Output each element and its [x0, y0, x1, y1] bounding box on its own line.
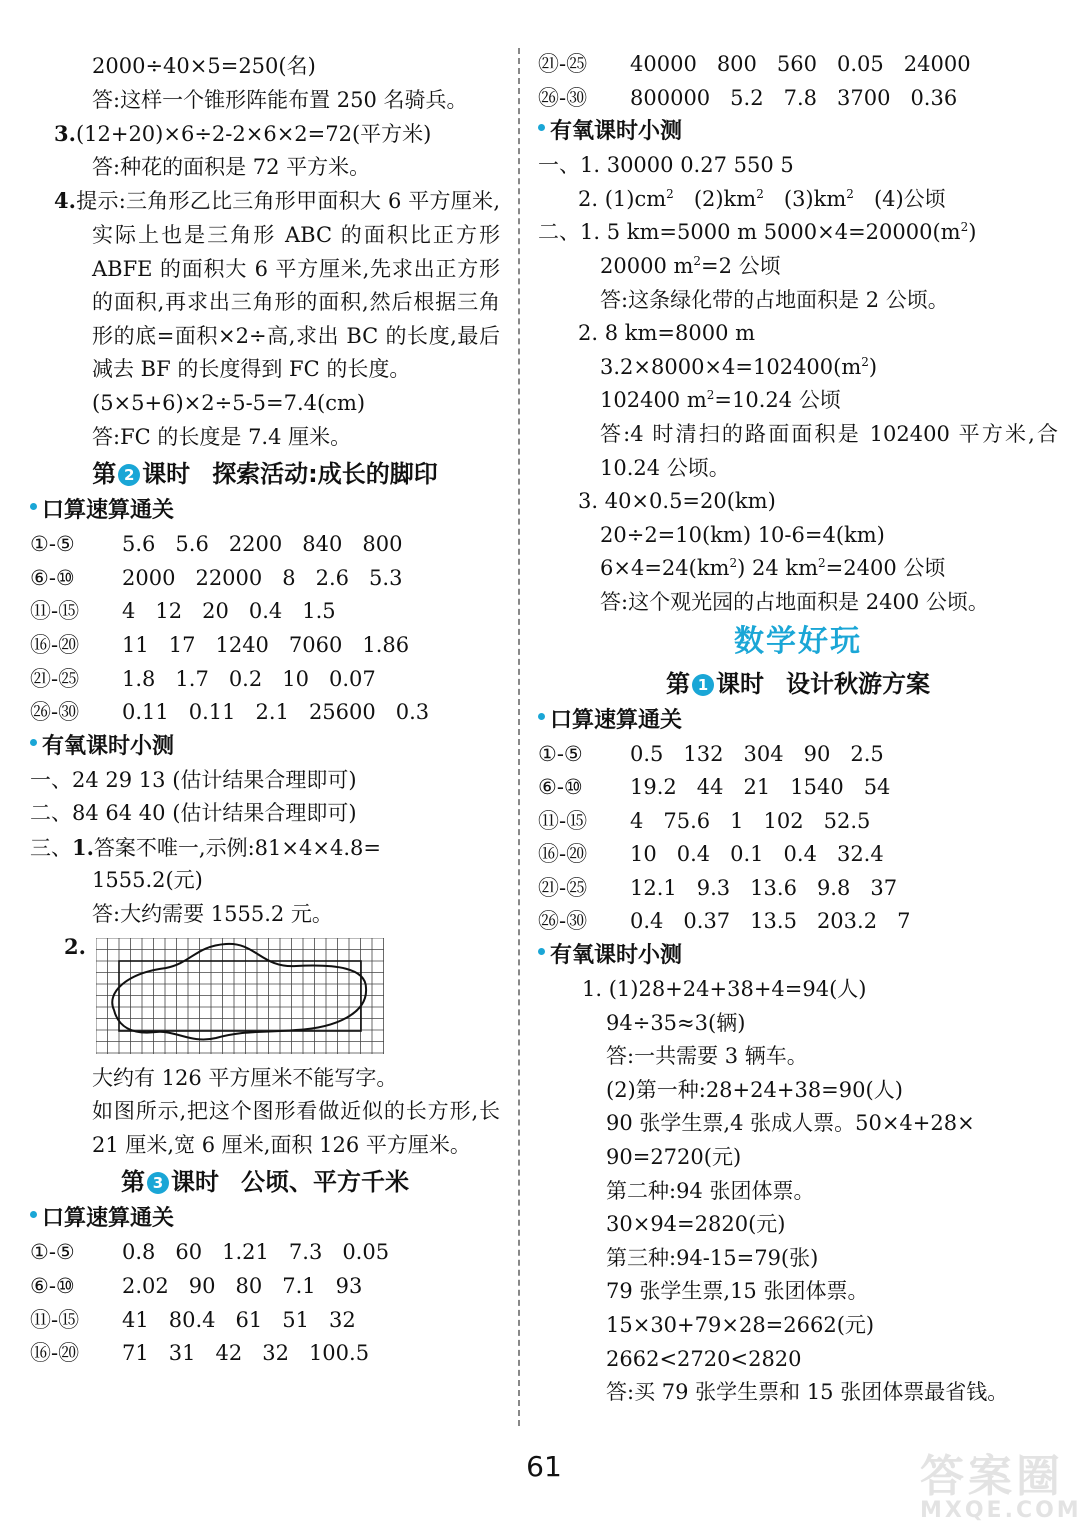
- text-line: 30×94=2820(元): [606, 1212, 786, 1237]
- answer-row: [30, 1270, 500, 1304]
- answer-value: 12: [155, 599, 183, 624]
- text-line: 二、84 64 40 (估计结果合理即可): [30, 801, 357, 826]
- answer-value: 0.4: [630, 909, 664, 934]
- section-heading: 口算速算通关: [30, 1202, 500, 1236]
- answer-value: 9.3: [696, 875, 731, 900]
- bullet-dot-icon: [538, 948, 545, 955]
- answer-row: [30, 1337, 500, 1371]
- answer-value: 1240: [215, 632, 269, 657]
- answer-value: 1.5: [302, 599, 336, 624]
- grid-diagram: [96, 938, 386, 1058]
- watermark-logo: 答案圈 MXQE.COM: [920, 1451, 1082, 1523]
- text-line: $3.2\times 8000\times 4=102400(m^2)$: [600, 354, 878, 379]
- text-line: 2000÷40×5=250(名): [92, 54, 316, 78]
- answer-row: [538, 805, 1058, 839]
- equation: (12+20)×6÷2-2×6×2=72(平方米): [75, 122, 432, 147]
- answer-value: 1: [730, 808, 744, 833]
- text-line: 15×30+79×28=2662(元): [606, 1313, 875, 1337]
- answer-value: 10: [282, 666, 309, 691]
- question-4: [30, 184, 500, 387]
- answer-value: 100.5: [308, 1341, 370, 1366]
- answer-value: 4: [122, 599, 136, 624]
- answer-value: 22000: [195, 565, 263, 590]
- range-label: ⑯-⑳: [538, 842, 588, 867]
- lesson-prefix: 第: [121, 1168, 145, 1197]
- answer-value: 17: [168, 632, 196, 657]
- answer-value: 11: [122, 632, 149, 657]
- text-line: 一、24 29 13 (估计结果合理即可): [30, 767, 357, 792]
- range-label: ⑪-⑮: [538, 808, 588, 833]
- text-line: 1555.2(元): [92, 868, 203, 893]
- range-label: ㉑-㉕: [538, 52, 588, 76]
- answer-value: 1.7: [175, 666, 209, 691]
- range-label: ㉖-㉚: [30, 700, 80, 725]
- text-line: 答:这样一个锥形阵能布置 250 名骑兵。: [92, 87, 468, 112]
- answer-value: 32: [262, 1341, 289, 1366]
- text-line: $6\times 4=24(km^2)$ 24 $km^2=2400$ 公顷: [600, 556, 946, 581]
- answer-value: 800: [362, 532, 403, 557]
- mental-math-answers: [30, 1236, 500, 1370]
- section-heading: 有氧课时小测: [538, 939, 1058, 973]
- right-column: [538, 48, 1058, 1410]
- irregular-shape: [112, 944, 366, 1040]
- section-heading: 口算速算通关: [30, 494, 500, 528]
- answer-value: 0.1: [730, 842, 764, 867]
- answer-value: 0.07: [328, 666, 376, 691]
- range-label: ①-⑤: [30, 1240, 75, 1265]
- answer-row: [538, 838, 1058, 872]
- answer-value: 12.1: [630, 875, 677, 900]
- section-heading: 有氧课时小测: [538, 115, 1058, 149]
- answer-value: 13.5: [750, 909, 797, 934]
- text-line: 1. (1)28+24+38+4=94(人): [582, 977, 867, 1002]
- bullet-dot-icon: [538, 713, 545, 720]
- answer-row: [30, 1236, 500, 1270]
- section-heading: 口算速算通关: [538, 704, 1058, 738]
- text-line: 20÷2=10(km) 10-6=4(km): [600, 522, 885, 547]
- answer-value: 0.11: [122, 700, 169, 725]
- answer-value: 7.3: [288, 1240, 323, 1265]
- answer-value: 0.8: [122, 1240, 156, 1265]
- answer-row: [538, 82, 1058, 116]
- bullet-dot-icon: [30, 739, 37, 746]
- text-line: 答:一共需要 3 辆车。: [606, 1044, 808, 1069]
- text-line: 94÷35≈3(辆): [606, 1010, 746, 1035]
- lesson-title: 探索活动:成长的脚印: [212, 460, 438, 489]
- range-label: ⑥-⑩: [538, 775, 583, 800]
- lesson-title: 公顷、平方千米: [241, 1168, 409, 1197]
- question-number: 4.: [54, 188, 76, 214]
- answer-value: 32.4: [836, 842, 884, 867]
- unit-banner: 数学好玩: [734, 623, 862, 659]
- answer-row: [538, 738, 1058, 772]
- column-divider: [518, 48, 520, 1426]
- answer-value: 2.1: [255, 700, 289, 725]
- answer-value: 1540: [790, 775, 844, 800]
- answer-row: [30, 663, 500, 697]
- answer-value: 0.3: [395, 700, 430, 725]
- text-line: 102400 $m^2=10.24$ 公顷: [600, 388, 841, 413]
- answer-value: 19.2: [630, 775, 677, 800]
- answer-row: [538, 48, 1058, 82]
- answer-value: 42: [215, 1341, 243, 1366]
- lesson-number-badge: 3: [147, 1172, 169, 1194]
- answer-value: 31: [168, 1341, 196, 1366]
- answer-value: 5.6: [122, 532, 156, 557]
- answer-value: 61: [235, 1307, 263, 1332]
- answer-line: 答:这个观光园的占地面积是 2400 公顷。: [600, 589, 989, 614]
- answer-row: [30, 528, 500, 562]
- text-line: 2662<2720<2820: [606, 1346, 802, 1371]
- answer-value: 2000: [122, 565, 176, 590]
- range-label: ⑥-⑩: [30, 565, 75, 590]
- answer-value: 5.2: [730, 85, 764, 110]
- bullet-dot-icon: [538, 124, 545, 131]
- answer-value: 44: [696, 775, 724, 800]
- quiz-answers: [538, 973, 1058, 1410]
- question-number: 3.: [54, 121, 76, 147]
- answer-value: 90: [803, 741, 831, 766]
- answer-line: 答:4 时清扫的路面面积是 102400 平方米,合 10.24 公顷。: [600, 421, 1058, 480]
- answer-value: 40000: [630, 52, 697, 76]
- text-line: (2)第一种:28+24+38=90(人): [606, 1077, 903, 1102]
- answer-value: 7.8: [783, 85, 817, 110]
- answer-value: 37: [870, 875, 898, 900]
- text-line: 20000 $m^2=2$ 公顷: [600, 253, 781, 278]
- bullet-dot-icon: [30, 503, 37, 510]
- answer-value: 60: [175, 1240, 203, 1265]
- range-label: ⑥-⑩: [30, 1274, 75, 1299]
- answer-value: 75.6: [663, 808, 711, 833]
- answer-value: 9.8: [816, 875, 851, 900]
- answer-value: 7: [897, 909, 911, 934]
- answer-value: 5.3: [369, 565, 403, 590]
- text-line: 第三种:94-15=79(张): [606, 1245, 819, 1270]
- answer-value: 54: [863, 775, 891, 800]
- answer-value: 0.05: [837, 52, 884, 76]
- answer-value: 102: [763, 808, 804, 833]
- answer-value: 0.4: [248, 599, 283, 624]
- mental-math-answers: [30, 528, 500, 730]
- answer-row: [30, 1304, 500, 1338]
- answer-value: 800: [716, 52, 757, 76]
- answer-line: 答:这条绿化带的占地面积是 2 公顷。: [600, 287, 949, 312]
- range-label: ①-⑤: [30, 532, 75, 557]
- lesson-title: 设计秋游方案: [786, 669, 930, 698]
- answer-row: [30, 696, 500, 730]
- page-number: 61: [526, 1450, 562, 1483]
- text-line: 答:买 79 张学生票和 15 张团体票最省钱。: [606, 1380, 1009, 1405]
- answer-value: 80.4: [168, 1307, 216, 1332]
- answer-value: 0.11: [188, 700, 236, 725]
- answer-value: 4: [630, 808, 644, 833]
- answer-value: 5.6: [175, 532, 209, 557]
- answer-value: 13.6: [750, 875, 797, 900]
- text-line: 三、1.答案不唯一,示例:81×4×4.8=: [30, 834, 381, 860]
- approx-rectangle: [119, 961, 361, 1031]
- text-line: 79 张学生票,15 张团体票。: [606, 1279, 869, 1304]
- text-line: 90 张学生票,4 张成人票。50×4+28×: [606, 1111, 975, 1136]
- answer-value: 3700: [836, 85, 891, 110]
- answer-value: 0.37: [683, 909, 731, 934]
- answer-row: [538, 872, 1058, 906]
- answer-value: 203.2: [816, 909, 878, 934]
- answer-value: 2.02: [122, 1274, 169, 1299]
- lesson-prefix: 第: [666, 669, 690, 698]
- answer-line: 答:大约需要 1555.2 元。: [92, 902, 333, 927]
- lesson-number-badge: 2: [118, 464, 140, 486]
- answer-value: 32: [328, 1307, 356, 1332]
- answer-value: 0.36: [910, 85, 958, 110]
- range-label: ①-⑤: [538, 741, 583, 766]
- answer-value: 80: [235, 1274, 263, 1299]
- section-heading: 有氧课时小测: [30, 730, 500, 764]
- mental-math-answers: [538, 738, 1058, 940]
- text-line: 二、1. 5 km=5000 m $5000\times 4=20000(m^2)$: [538, 220, 977, 245]
- range-label: ⑪-⑮: [30, 1307, 80, 1332]
- text-paragraph: 如图所示,把这个图形看做近似的长方形,长 21 厘米,宽 6 厘米,面积 126 平方厘米。: [92, 1099, 500, 1157]
- lesson-1-heading: [538, 664, 1058, 704]
- answer-value: 0.5: [630, 741, 664, 766]
- answer-value: 1.21: [222, 1240, 269, 1265]
- range-label: ⑯-⑳: [30, 632, 80, 657]
- answer-row: [30, 562, 500, 596]
- range-label: ㉖-㉚: [538, 909, 588, 934]
- hint-text: 提示:三角形乙比三角形甲面积大 6 平方厘米,实际上也是三角形 ABC 的面积比正方形 ABFE 的面积大 6 平方厘米,先求出正方形的面积,再求出三角形的面积,然后根据三角形的底=面积×2÷高,求出 BC 的长度,最后减去 BF 的长度得到 FC 的长度。: [75, 189, 500, 382]
- answer-value: 132: [683, 741, 724, 766]
- answer-value: 41: [122, 1307, 149, 1332]
- left-column: [30, 50, 500, 1371]
- text-line: 大约有 126 平方厘米不能写字。: [92, 1065, 398, 1090]
- lesson-2-heading: [30, 454, 500, 494]
- answer-value: 10: [630, 842, 657, 867]
- answer-value: 840: [302, 532, 343, 557]
- answer-row: [538, 905, 1058, 939]
- answer-line: 答:种花的面积是 72 平方米。: [92, 154, 371, 179]
- answer-value: 90: [188, 1274, 216, 1299]
- answer-value: 800000: [630, 85, 711, 110]
- text-line: 2. 8 km=8000 m: [578, 321, 756, 346]
- answer-value: 51: [282, 1307, 309, 1332]
- answer-value: 0.4: [783, 842, 817, 867]
- answer-value: 304: [743, 741, 784, 766]
- text-line: 3. 40×0.5=20(km): [578, 489, 776, 514]
- answer-value: 1.86: [362, 632, 410, 657]
- range-label: ㉖-㉚: [538, 85, 588, 110]
- range-label: ⑯-⑳: [30, 1341, 80, 1366]
- answer-value: 1.8: [122, 666, 156, 691]
- answer-row: [538, 771, 1058, 805]
- question-3: [30, 117, 500, 151]
- text-line: 2. $(1)cm^2$ $(2)km^2$ $(3)km^2$ (4)公顷: [578, 186, 946, 211]
- text-line: 90=2720(元): [606, 1145, 742, 1170]
- grid-figure: [30, 932, 500, 1062]
- answer-value: 0.05: [342, 1240, 390, 1265]
- answer-value: 2.6: [315, 565, 350, 590]
- lesson-suffix: 课时: [171, 1168, 219, 1197]
- equation: (5×5+6)×2÷5-5=7.4(cm): [92, 390, 366, 415]
- text-line: 第二种:94 张团体票。: [606, 1178, 815, 1203]
- answer-value: 8: [282, 565, 296, 590]
- lesson-3-heading: [30, 1162, 500, 1202]
- answer-value: 25600: [308, 700, 376, 725]
- answer-value: 2200: [228, 532, 283, 557]
- answer-value: 71: [122, 1341, 149, 1366]
- answer-value: 7060: [288, 632, 343, 657]
- lesson-suffix: 课时: [142, 460, 191, 489]
- answer-row: [30, 595, 500, 629]
- lesson-number-badge: 1: [692, 674, 714, 696]
- answer-value: 52.5: [823, 808, 871, 833]
- answer-row: [30, 629, 500, 663]
- answer-value: 21: [743, 775, 771, 800]
- answer-value: 2.5: [850, 741, 884, 766]
- answer-value: 0.2: [228, 666, 263, 691]
- range-label: ⑪-⑮: [30, 599, 80, 624]
- range-label: ㉑-㉕: [30, 666, 80, 691]
- answer-value: 93: [335, 1274, 363, 1299]
- question-number: 2.: [64, 933, 86, 959]
- answer-line: 答:FC 的长度是 7.4 厘米。: [92, 424, 352, 449]
- answer-value: 20: [202, 599, 229, 624]
- lesson-prefix: 第: [92, 460, 117, 489]
- mental-math-answers: [538, 48, 1058, 115]
- answer-value: 24000: [903, 52, 971, 76]
- text-line: 一、1. 30000 0.27 550 5: [538, 153, 794, 178]
- lesson-suffix: 课时: [716, 669, 764, 698]
- answer-value: 0.4: [676, 842, 711, 867]
- range-label: ㉑-㉕: [538, 875, 588, 900]
- bullet-dot-icon: [30, 1211, 37, 1218]
- answer-value: 7.1: [282, 1274, 316, 1299]
- answer-value: 560: [776, 52, 817, 76]
